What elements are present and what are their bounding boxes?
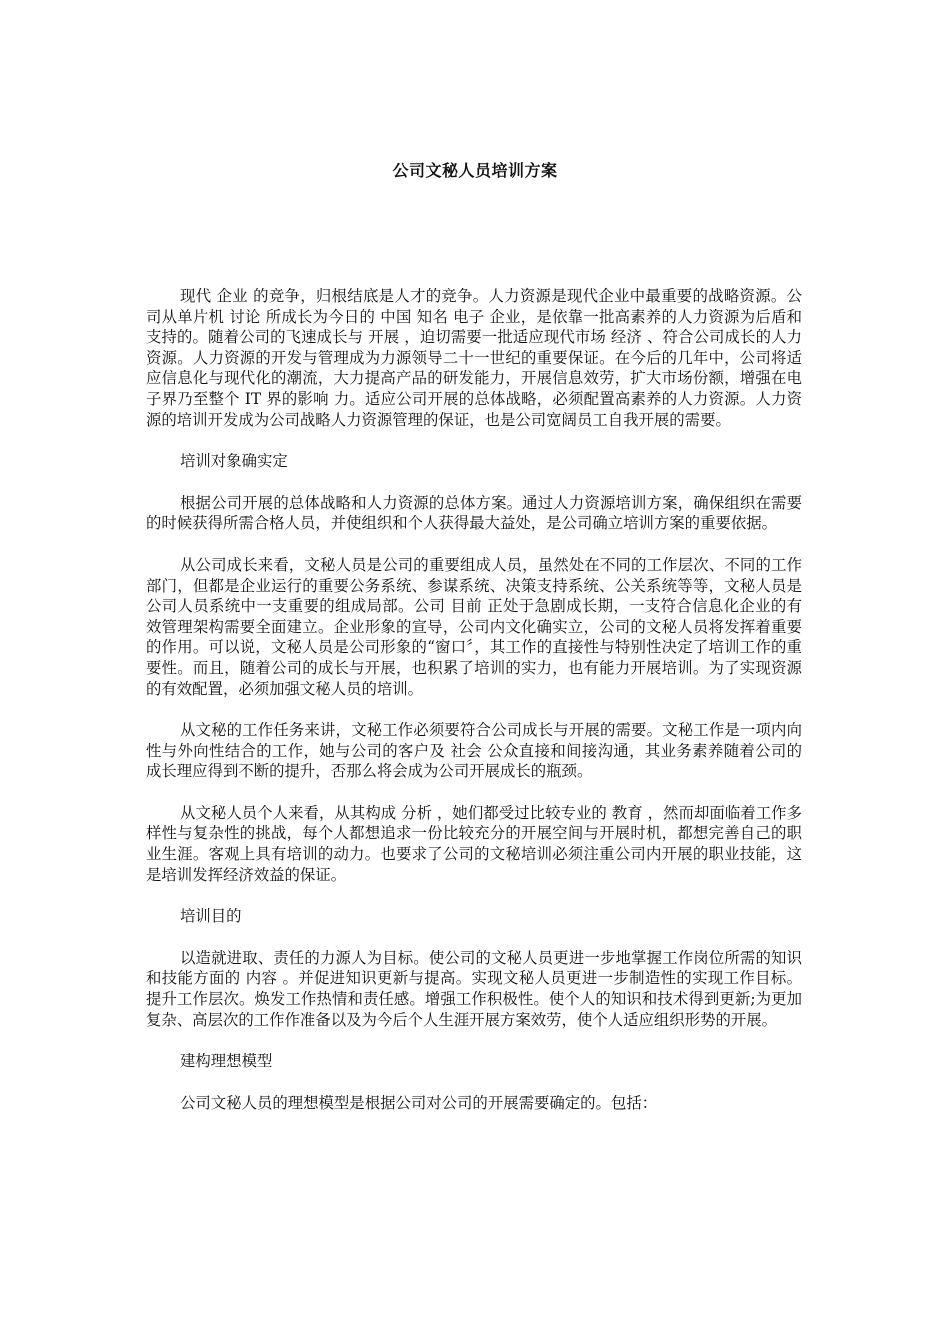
- paragraph-work-tasks: 从文秘的工作任务来讲，文秘工作必须要符合公司成长与开展的需要。文秘工作是一项内向性与外向性结合的工作，她与公司的客户及 社会 公众直接和间接沟通，其业务素养随着公司的成长理应得到不断的提升，否那么将会成为公司开展成长的瓶颈。: [146, 721, 802, 781]
- section-heading-ideal-model: 建构理想模型: [180, 1052, 273, 1071]
- section-heading-training-targets: 培训对象确实定: [180, 452, 288, 471]
- document-title: 公司文秘人员培训方案: [392, 161, 558, 180]
- paragraph-basis: 根据公司开展的总体战略和人力资源的总体方案。通过人力资源培训方案，确保组织在需要的时候获得所需合格人员，并使组织和个人获得最大益处，是公司确立培训方案的重要依据。: [146, 493, 802, 533]
- paragraph-purpose: 以造就进取、责任的力源人为目标。使公司的文秘人员更进一步地掌握工作岗位所需的知识和技能方面的 内容 。并促进知识更新与提高。实现文秘人员更进一步制造性的实现工作目标。提升工作层次。焕发工作热情和责任感。增强工作积极性。使个人的知识和技术得到更新;为更加复杂、高层次的工作作准备以及为今后个人生涯开展方案效劳，使个人适应组织形势的开展。: [146, 948, 802, 1029]
- section-heading-training-purpose: 培训目的: [180, 907, 242, 926]
- document-body: [146, 286, 802, 1113]
- paragraph-individual: 从文秘人员个人来看，从其构成 分析 ，她们都受过比较专业的 教育 ，然而却面临着工作多样性与复杂性的挑战，每个人都想追求一份比较充分的开展空间与开展时机，都想完善自己的职业生涯。客观上具有培训的动力。也要求了公司的文秘培训必须注重公司内开展的职业技能，这是培训发挥经济效益的保证。: [146, 803, 802, 884]
- paragraph-intro: 现代 企业 的竞争，归根结底是人才的竞争。人力资源是现代企业中最重要的战略资源。公司从单片机 讨论 所成长为今日的 中国 知名 电子 企业，是依靠一批高素养的人力资源为后盾和支持的。随着公司的飞速成长与 开展 ，迫切需要一批适应现代市场 经济 、符合公司成长的人力资源。人力资源的开发与管理成为力源领导二十一世纪的重要保证。在今后的几年中，公司将适应信息化与现代化的潮流，大力提高产品的研发能力，开展信息效劳，扩大市场份额，增强在电子界乃至整个 IT 界的影响 力。适应公司开展的总体战略，必须配置高素养的人力资源。人力资源的培训开发成为公司战略人力资源管理的保证，也是公司宽阔员工自我开展的需要。: [146, 287, 802, 429]
- paragraph-company-growth: 从公司成长来看，文秘人员是公司的重要组成人员，虽然处在不同的工作层次、不同的工作部门，但都是企业运行的重要公务系统、参谋系统、决策支持系统、公关系统等等，文秘人员是公司人员系统中一支重要的组成局部。公司 目前 正处于急剧成长期，一支符合信息化企业的有效管理架构需要全面建立。企业形象的宣导，公司内文化确实立，公司的文秘人员将发挥着重要的作用。可以说，文秘人员是公司形象的“窗口〞，其工作的直接性与特别性决定了培训工作的重要性。而且，随着公司的成长与开展，也积累了培训的实力，也有能力开展培训。为了实现资源的有效配置，必须加强文秘人员的培训。: [146, 555, 802, 698]
- paragraph-ideal-model: 公司文秘人员的理想模型是根据公司对公司的开展需要确定的。包括：: [180, 1093, 658, 1112]
